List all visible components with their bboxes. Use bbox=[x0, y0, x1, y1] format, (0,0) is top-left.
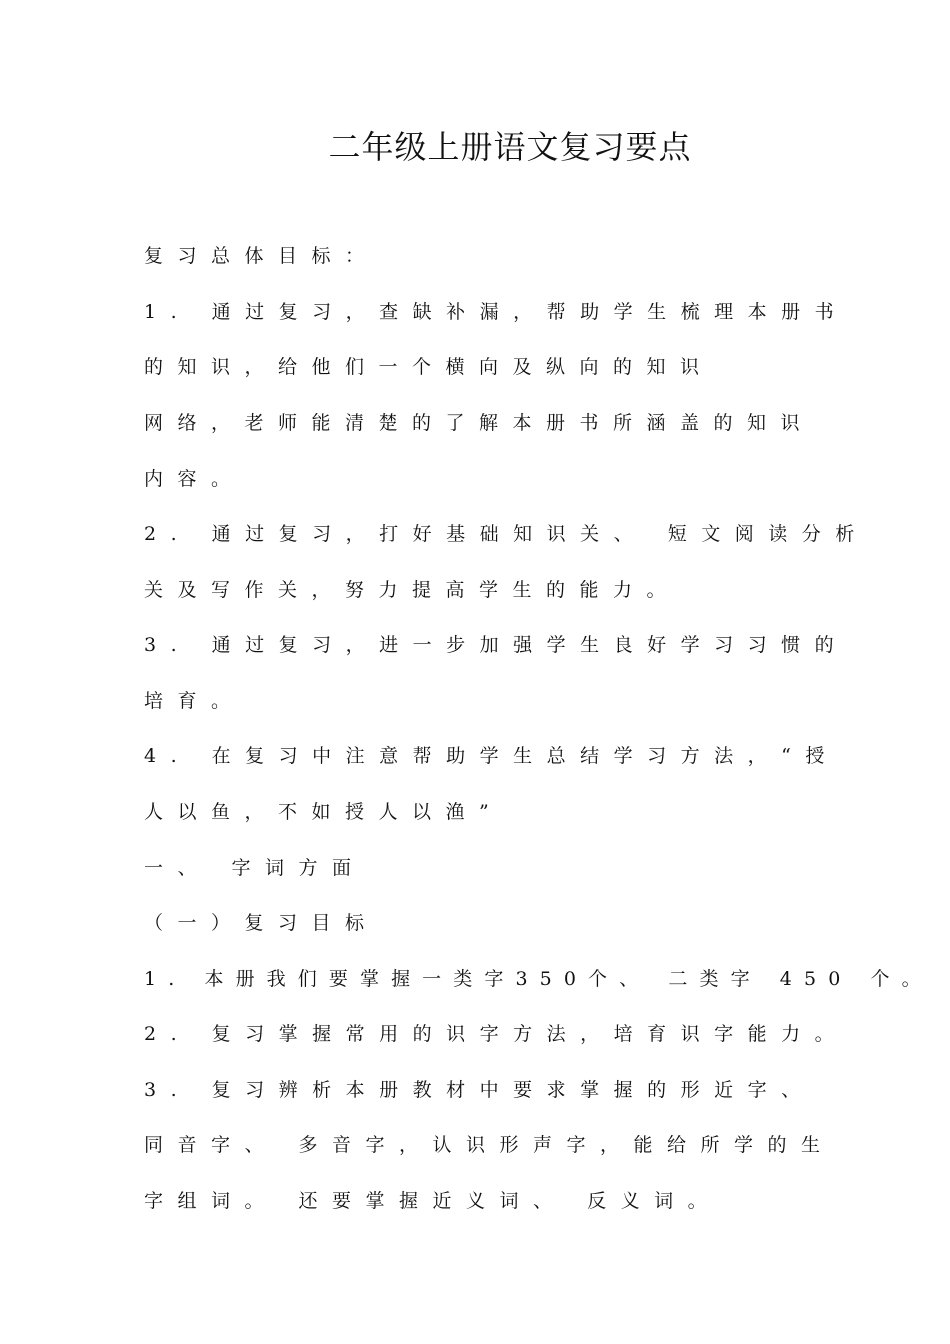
text-line: 3. 通过复习，进一步加强学生良好学习习惯的 bbox=[144, 634, 849, 656]
text-line: 1. 本册我们要掌握一类字350个、 二类字 450 个。 bbox=[144, 968, 933, 990]
text-line: 2. 复习掌握常用的识字方法，培育识字能力。 bbox=[144, 1023, 849, 1045]
text-line: 1. 通过复习，查缺补漏，帮助学生梳理本册书 bbox=[144, 301, 849, 323]
text-line: 的知识，给他们一个横向及纵向的知识 bbox=[144, 356, 714, 378]
text-line: 4. 在复习中注意帮助学生总结学习方法，“授 bbox=[144, 745, 839, 767]
text-line: 字组词。 还要掌握近义词、 反义词。 bbox=[144, 1190, 722, 1212]
text-line: 关及写作关，努力提高学生的能力。 bbox=[144, 579, 681, 601]
subsection-heading: （一）复习目标 bbox=[144, 912, 379, 934]
text-line: 培育。 bbox=[144, 690, 245, 712]
text-line: 3. 复习辨析本册教材中要求掌握的形近字、 bbox=[144, 1079, 815, 1101]
text-line: 内容。 bbox=[144, 468, 245, 490]
document-title: 二年级上册语文复习要点 bbox=[328, 128, 692, 166]
text-line: 2. 通过复习，打好基础知识关、 短文阅读分析 bbox=[144, 523, 869, 545]
text-line: 同音字、 多音字，认识形声字，能给所学的生 bbox=[144, 1134, 835, 1156]
text-line: 网络，老师能清楚的了解本册书所涵盖的知识 bbox=[144, 412, 815, 434]
text-line: 人以鱼，不如授人以渔” bbox=[144, 801, 504, 823]
text-line: 复习总体目标： bbox=[144, 245, 379, 267]
section-heading: 一、 字词方面 bbox=[144, 857, 366, 879]
